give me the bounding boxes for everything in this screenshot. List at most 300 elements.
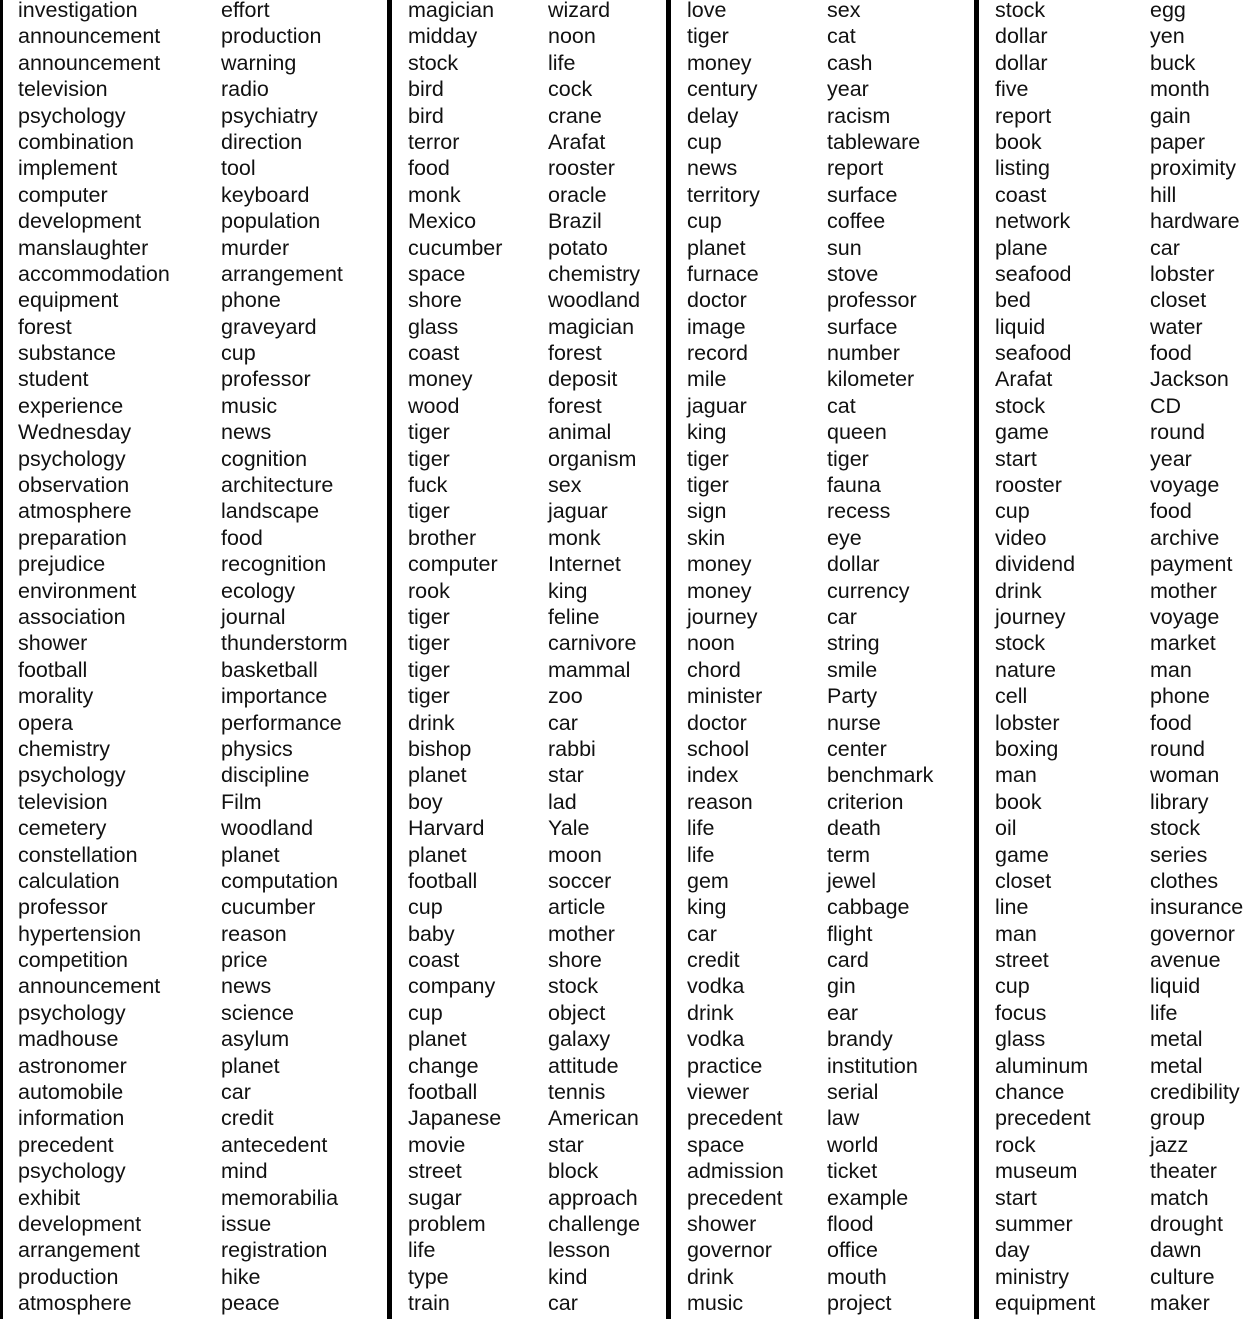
associate-word: warning (221, 50, 297, 75)
associate-word: population (221, 209, 321, 234)
cue-word: vodka (687, 974, 745, 999)
associate-word: sex (548, 473, 582, 498)
associate-word: king (548, 578, 588, 603)
associate-word: thunderstorm (221, 631, 348, 656)
panel-divider-2 (666, 0, 671, 1319)
cue-word: focus (995, 1000, 1047, 1025)
cue-word: furnace (687, 261, 759, 286)
associate-word: center (827, 736, 887, 761)
associate-word: jewel (827, 868, 876, 893)
cue-word: atmosphere (18, 1291, 132, 1316)
cue-word: museum (995, 1159, 1078, 1184)
associate-word: star (548, 763, 584, 788)
associate-word: planet (221, 842, 280, 867)
associate-word: theater (1150, 1159, 1217, 1184)
cue-word: life (687, 816, 715, 841)
associate-word: Internet (548, 552, 621, 577)
cue-word: equipment (18, 288, 119, 313)
cue-word: precedent (687, 1185, 783, 1210)
associate-word: zoo (548, 684, 583, 709)
associate-word: rabbi (548, 736, 596, 761)
associate-word: serial (827, 1080, 879, 1105)
associate-word: antecedent (221, 1132, 328, 1157)
associate-word: governor (1150, 921, 1235, 946)
cue-word: dollar (995, 24, 1048, 49)
cue-word: doctor (687, 710, 747, 735)
cue-word: tiger (687, 446, 729, 471)
associate-word: fauna (827, 473, 881, 498)
associate-word: car (827, 604, 857, 629)
cue-word: experience (18, 393, 124, 418)
cue-word: planet (408, 763, 467, 788)
cue-word: monk (408, 182, 461, 207)
associate-word: cognition (221, 446, 308, 471)
associate-word: cup (221, 341, 256, 366)
cue-word: forest (18, 314, 72, 339)
cue-word: cup (995, 974, 1030, 999)
second-word-column (1150, 0, 1243, 1317)
cue-word: stock (408, 50, 459, 75)
associate-word: credibility (1150, 1080, 1240, 1105)
cue-word: bird (408, 77, 444, 102)
cue-word: space (408, 261, 466, 286)
cue-word: aluminum (995, 1053, 1089, 1078)
cue-word: morality (18, 684, 94, 709)
cue-word: television (18, 77, 108, 102)
cue-word: tiger (408, 420, 450, 445)
cue-word: ministry (995, 1264, 1070, 1289)
cue-word: wood (408, 393, 460, 418)
cue-word: rooster (995, 473, 1062, 498)
cue-word: coast (408, 341, 460, 366)
cue-word: boxing (995, 736, 1059, 761)
associate-word: food (1150, 341, 1192, 366)
cue-word: precedent (687, 1106, 783, 1131)
associate-word: buck (1150, 50, 1196, 75)
cue-word: cup (408, 895, 443, 920)
cue-word: planet (408, 1027, 467, 1052)
associate-word: match (1150, 1185, 1209, 1210)
associate-word: egg (1150, 0, 1186, 22)
cue-word: street (408, 1159, 462, 1184)
cue-word: drink (687, 1264, 734, 1289)
associate-word: flood (827, 1211, 874, 1236)
associate-word: car (548, 1291, 578, 1316)
associate-word: lobster (1150, 261, 1215, 286)
associate-word: coffee (827, 209, 886, 234)
associate-word: woman (1150, 763, 1220, 788)
cue-word: sugar (408, 1185, 462, 1210)
cue-word: investigation (18, 0, 138, 22)
cue-word: calculation (18, 868, 120, 893)
cue-word: midday (408, 24, 478, 49)
associate-word: recess (827, 499, 891, 524)
cue-word: street (995, 948, 1049, 973)
associate-word: cash (827, 50, 873, 75)
associate-word: metal (1150, 1053, 1203, 1078)
cue-word: precedent (995, 1106, 1091, 1131)
associate-word: round (1150, 736, 1205, 761)
cue-word: network (995, 209, 1071, 234)
cue-word: problem (408, 1211, 486, 1236)
associate-word: surface (827, 182, 898, 207)
cue-word: accommodation (18, 261, 170, 286)
associate-word: forest (548, 393, 602, 418)
associate-word: physics (221, 736, 293, 761)
associate-word: keyboard (221, 182, 310, 207)
cue-word: image (687, 314, 746, 339)
associate-word: American (548, 1106, 639, 1131)
associate-word: food (1150, 499, 1192, 524)
cue-word: preparation (18, 525, 127, 550)
associate-word: year (1150, 446, 1192, 471)
cue-word: journey (995, 604, 1066, 629)
associate-word: news (221, 420, 272, 445)
associate-word: food (1150, 710, 1192, 735)
cue-word: substance (18, 341, 117, 366)
cue-word: bed (995, 288, 1031, 313)
cue-word: bishop (408, 736, 472, 761)
cue-word: information (18, 1106, 125, 1131)
associate-word: life (548, 50, 576, 75)
cue-word: baby (408, 921, 455, 946)
associate-word: kilometer (827, 367, 915, 392)
associate-word: moon (548, 842, 602, 867)
associate-word: gin (827, 974, 856, 999)
associate-word: soccer (548, 868, 612, 893)
cue-word: dividend (995, 552, 1076, 577)
associate-word: project (827, 1291, 892, 1316)
associate-word: metal (1150, 1027, 1203, 1052)
cue-word: skin (687, 525, 726, 550)
associate-word: law (827, 1106, 860, 1131)
associate-word: market (1150, 631, 1216, 656)
cue-word: student (18, 367, 89, 392)
associate-word: death (827, 816, 881, 841)
cue-word: music (687, 1291, 744, 1316)
associate-word: nurse (827, 710, 881, 735)
cue-word: tiger (408, 499, 450, 524)
cue-word: shower (687, 1211, 757, 1236)
second-word-column (827, 0, 933, 1317)
cue-word: drink (995, 578, 1042, 603)
cue-word: fuck (408, 473, 448, 498)
cue-word: cup (408, 1000, 443, 1025)
associate-word: stock (1150, 816, 1201, 841)
associate-word: dollar (827, 552, 880, 577)
associate-word: journal (221, 604, 286, 629)
associate-word: importance (221, 684, 328, 709)
cue-word: implement (18, 156, 118, 181)
associate-word: kind (548, 1264, 588, 1289)
associate-word: lad (548, 789, 577, 814)
associate-word: maker (1150, 1291, 1210, 1316)
cue-word: tiger (408, 657, 450, 682)
cue-word: shore (408, 288, 462, 313)
cue-word: book (995, 789, 1042, 814)
associate-word: rooster (548, 156, 615, 181)
cue-word: summer (995, 1211, 1073, 1236)
panel-divider-3 (974, 0, 979, 1319)
associate-word: mother (548, 921, 615, 946)
cue-word: start (995, 446, 1037, 471)
associate-word: computation (221, 868, 339, 893)
cue-word: book (995, 129, 1042, 154)
associate-word: gain (1150, 103, 1191, 128)
associate-word: culture (1150, 1264, 1215, 1289)
cue-word: credit (687, 948, 740, 973)
associate-word: tool (221, 156, 256, 181)
associate-word: food (221, 525, 263, 550)
associate-word: professor (221, 367, 311, 392)
cue-word: type (408, 1264, 449, 1289)
associate-word: article (548, 895, 606, 920)
cue-word: automobile (18, 1080, 124, 1105)
associate-word: smile (827, 657, 878, 682)
cue-word: liquid (995, 314, 1046, 339)
cue-word: development (18, 209, 142, 234)
cue-word: dollar (995, 50, 1048, 75)
cue-word: psychology (18, 763, 126, 788)
associate-word: office (827, 1238, 878, 1263)
associate-word: woodland (221, 816, 314, 841)
cue-word: school (687, 736, 750, 761)
cue-word: rook (408, 578, 450, 603)
cue-word: index (687, 763, 739, 788)
cue-word: computer (408, 552, 498, 577)
associate-word: brandy (827, 1027, 893, 1052)
associate-word: world (827, 1132, 879, 1157)
associate-word: hill (1150, 182, 1177, 207)
cue-word: football (408, 868, 478, 893)
cue-word: space (687, 1132, 745, 1157)
cue-word: manslaughter (18, 235, 149, 260)
associate-word: dawn (1150, 1238, 1202, 1263)
associate-word: payment (1150, 552, 1233, 577)
cue-word: Mexico (408, 209, 477, 234)
cue-word: terror (408, 129, 460, 154)
associate-word: card (827, 948, 869, 973)
panel-divider-1 (387, 0, 392, 1319)
cue-word: combination (18, 129, 134, 154)
associate-word: noon (548, 24, 596, 49)
associate-word: organism (548, 446, 637, 471)
cue-word: tiger (408, 604, 450, 629)
cue-word: money (687, 578, 752, 603)
cue-word: practice (687, 1053, 763, 1078)
cue-word: bird (408, 103, 444, 128)
associate-word: man (1150, 657, 1192, 682)
associate-word: feline (548, 604, 600, 629)
cue-word: competition (18, 948, 128, 973)
associate-word: reason (221, 921, 287, 946)
associate-word: issue (221, 1211, 272, 1236)
associate-word: deposit (548, 367, 618, 392)
associate-word: car (548, 710, 578, 735)
cue-word: seafood (995, 341, 1072, 366)
associate-word: archive (1150, 525, 1220, 550)
associate-word: professor (827, 288, 917, 313)
associate-word: landscape (221, 499, 320, 524)
first-word-column (687, 0, 784, 1317)
cue-word: delay (687, 103, 739, 128)
second-word-column (548, 0, 640, 1317)
cue-word: computer (18, 182, 108, 207)
associate-word: music (221, 393, 278, 418)
associate-word: ecology (221, 578, 296, 603)
cue-word: professor (18, 895, 108, 920)
associate-word: block (548, 1159, 599, 1184)
cue-word: opera (18, 710, 73, 735)
cue-word: company (408, 974, 496, 999)
cue-word: glass (408, 314, 459, 339)
associate-word: monk (548, 525, 601, 550)
cue-word: football (18, 657, 88, 682)
associate-word: credit (221, 1106, 274, 1131)
cue-word: exhibit (18, 1185, 81, 1210)
cue-word: seafood (995, 261, 1072, 286)
cue-word: game (995, 420, 1049, 445)
cue-word: line (995, 895, 1029, 920)
cue-word: arrangement (18, 1238, 140, 1263)
associate-word: voyage (1150, 473, 1220, 498)
associate-word: architecture (221, 473, 334, 498)
cue-word: gem (687, 868, 729, 893)
associate-word: hike (221, 1264, 261, 1289)
associate-word: stove (827, 261, 879, 286)
associate-word: challenge (548, 1211, 641, 1236)
left-border-rule (0, 0, 3, 1319)
cue-word: announcement (18, 974, 161, 999)
cue-word: jaguar (687, 393, 747, 418)
cue-word: football (408, 1080, 478, 1105)
cue-word: madhouse (18, 1027, 119, 1052)
associate-word: series (1150, 842, 1208, 867)
cue-word: minister (687, 684, 763, 709)
associate-word: mouth (827, 1264, 887, 1289)
associate-word: criterion (827, 789, 904, 814)
cue-word: mile (687, 367, 727, 392)
cue-word: noon (687, 631, 735, 656)
associate-word: approach (548, 1185, 638, 1210)
associate-word: cucumber (221, 895, 316, 920)
cue-word: love (687, 0, 727, 22)
associate-word: lesson (548, 1238, 611, 1263)
cue-word: prejudice (18, 552, 106, 577)
associate-word: peace (221, 1291, 280, 1316)
associate-word: Jackson (1150, 367, 1229, 392)
cue-word: psychology (18, 1159, 126, 1184)
cue-word: brother (408, 525, 477, 550)
cue-word: glass (995, 1027, 1046, 1052)
associate-word: forest (548, 341, 602, 366)
cue-word: train (408, 1291, 450, 1316)
cue-word: money (408, 367, 473, 392)
associate-word: stock (548, 974, 599, 999)
cue-word: chance (995, 1080, 1065, 1105)
second-word-column (221, 0, 348, 1317)
cue-word: magician (408, 0, 495, 22)
associate-word: number (827, 341, 900, 366)
cue-word: life (408, 1238, 436, 1263)
cue-word: viewer (687, 1080, 750, 1105)
associate-word: crane (548, 103, 602, 128)
cue-word: closet (995, 868, 1052, 893)
cue-word: chord (687, 657, 741, 682)
associate-word: sex (827, 0, 861, 22)
associate-word: CD (1150, 393, 1182, 418)
associate-word: paper (1150, 129, 1205, 154)
cue-word: change (408, 1053, 479, 1078)
associate-word: library (1150, 789, 1209, 814)
cue-word: admission (687, 1159, 784, 1184)
associate-word: drought (1150, 1211, 1223, 1236)
associate-word: tableware (827, 129, 921, 154)
cue-word: tiger (687, 24, 729, 49)
cue-word: Arafat (995, 367, 1053, 392)
associate-word: jazz (1150, 1132, 1189, 1157)
cue-word: precedent (18, 1132, 114, 1157)
cue-word: cucumber (408, 235, 503, 260)
associate-word: cat (827, 24, 856, 49)
cue-word: lobster (995, 710, 1060, 735)
associate-word: ear (827, 1000, 859, 1025)
cue-word: atmosphere (18, 499, 132, 524)
cue-word: coast (408, 948, 460, 973)
associate-word: cock (548, 77, 593, 102)
associate-word: carnivore (548, 631, 637, 656)
cue-word: tiger (408, 446, 450, 471)
associate-word: Film (221, 789, 262, 814)
associate-word: shore (548, 948, 602, 973)
cue-word: hypertension (18, 921, 142, 946)
associate-word: report (827, 156, 884, 181)
cue-word: boy (408, 789, 443, 814)
associate-word: news (221, 974, 272, 999)
cue-word: journey (687, 604, 758, 629)
cue-word: rock (995, 1132, 1036, 1157)
associate-word: year (827, 77, 869, 102)
associate-word: benchmark (827, 763, 934, 788)
associate-word: water (1150, 314, 1203, 339)
cue-word: doctor (687, 288, 747, 313)
cue-word: cemetery (18, 816, 107, 841)
cue-word: psychology (18, 446, 126, 471)
associate-word: Yale (548, 816, 590, 841)
associate-word: surface (827, 314, 898, 339)
associate-word: attitude (548, 1053, 619, 1078)
first-word-column (18, 0, 170, 1317)
cue-word: money (687, 552, 752, 577)
associate-word: tiger (827, 446, 869, 471)
associate-word: example (827, 1185, 909, 1210)
cue-word: tiger (687, 473, 729, 498)
first-word-column (995, 0, 1095, 1317)
cue-word: development (18, 1211, 142, 1236)
cue-word: day (995, 1238, 1030, 1263)
associate-word: woodland (548, 288, 641, 313)
cue-word: money (687, 50, 752, 75)
associate-word: planet (221, 1053, 280, 1078)
associate-word: wizard (548, 0, 611, 22)
cue-word: sign (687, 499, 727, 524)
cue-word: announcement (18, 50, 161, 75)
cue-word: car (687, 921, 717, 946)
cue-word: drink (687, 1000, 734, 1025)
cue-word: reason (687, 789, 753, 814)
associate-word: cabbage (827, 895, 910, 920)
associate-word: object (548, 1000, 606, 1025)
